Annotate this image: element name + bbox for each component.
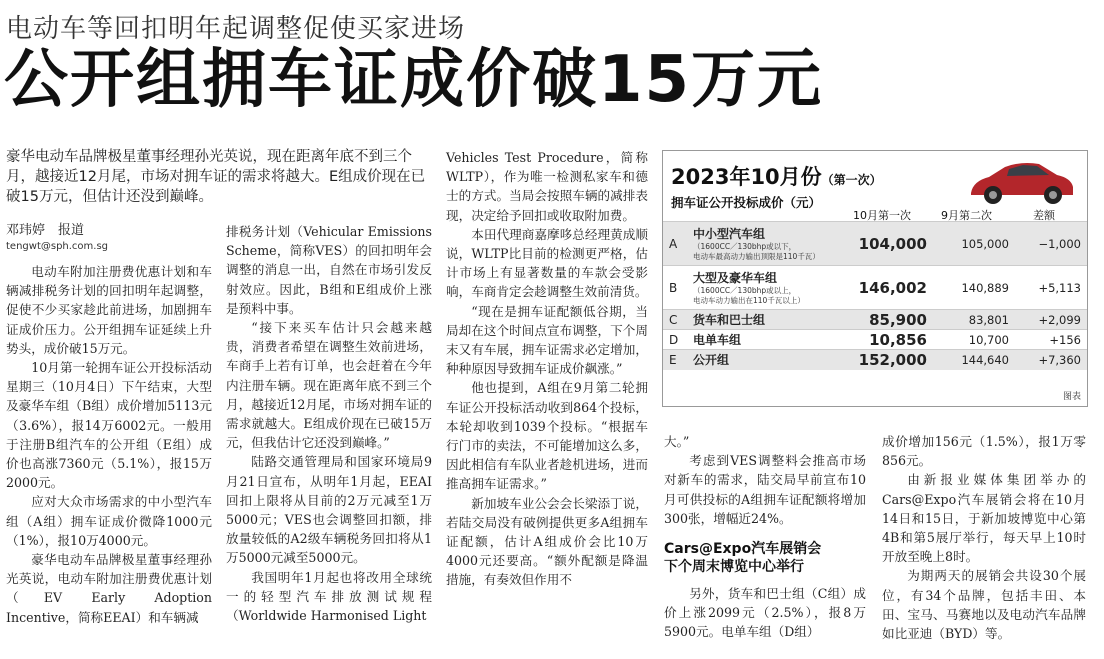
paragraph: 新加坡车业公会会长梁添丁说，若陆交局没有破例提供更多A组拥车证配额，估计A组成价会比10万4000元还要高。“额外配额是降温措施，有奏效但作用不	[446, 495, 648, 588]
paragraph: 我国明年1月起也将改用全球统一的轻型汽车排放测试规程（Worldwide Harmonised Light	[226, 569, 432, 624]
category-label: 中小型汽车组	[693, 227, 766, 241]
sep-value: 83,801	[933, 310, 1015, 330]
table-row	[663, 222, 1087, 266]
category-name	[687, 266, 853, 310]
category-note: （1600CC／130bhp或以下，	[693, 242, 797, 251]
article-column-3	[446, 148, 648, 590]
paragraph: 他也提到，A组在9月第二轮拥车证公开投标活动收到864个投标，本轮却收到1039个投标。“根据车行门市的卖法，不可能增加这么多，因此相信有车队业者趁机进场，进而推高拥车证需求。”	[446, 380, 648, 492]
diff-value: −1,000	[1015, 222, 1087, 266]
subheading-line: 下个周末博览中心举行	[664, 559, 804, 575]
lead-paragraph: 豪华电动车品牌极星董事经理孙光英说，现在距离年底不到三个月，越接近12月尾，市场对拥车证的需求将越大。E组成价现在已破15万元，但估计还没到巅峰。	[6, 149, 426, 205]
paragraph: 电动车附加注册费优惠计划和车辆减排税务计划的回扣明年起调整，促使不少买家趁此前进场，加剧拥车证成价压力。公开组拥车证延续上升势头，成价破15万元。	[6, 264, 212, 356]
sep-value: 140,889	[933, 266, 1015, 310]
oct-value: 10,856	[853, 330, 933, 350]
sep-value: 144,640	[933, 350, 1015, 370]
category-note: （1600CC／130bhp或以上，	[693, 286, 797, 295]
subheading	[664, 540, 866, 576]
category-note: 电动车动力输出在110千瓦以上）	[693, 296, 805, 305]
oct-value: 152,000	[853, 350, 933, 370]
category-note: 电动车最高动力输出顶限是110千瓦）	[693, 252, 820, 261]
coe-price-table-box	[662, 150, 1088, 407]
paragraph: Vehicles Test Procedure，简称WLTP），作为唯一检测私家车和德士的方式。当局会按照车辆的减排表现，决定给予回扣或收取附加费。	[446, 150, 648, 223]
paragraph: “接下来买车估计只会越来越贵，消费者希望在调整生效前进场，车商手上若有订单，也会赶着在今年内注册车辆。现在距离年底不到三个月，越接近12月尾，市场对拥车证的需求就越大。E组成价现在已破15万元，但我估计它还没到巅峰。”	[226, 320, 432, 451]
headline: 公开组拥车证成价破15万元	[4, 43, 824, 117]
paragraph: 考虑到VES调整料会推高市场对新车的需求，陆交局早前宣布10月可供投标的A组拥车证配额将增加300张，增幅近24%。	[664, 453, 866, 526]
paragraph: 陆路交通管理局和国家环境局9月21日宣布，从明年1月起，EEAI回扣上限将从目前的2万元减至1万5000元；VES也会调整回扣额，排放量较低的A2级车辆税务回扣将从1万5000元减至5000元。	[226, 454, 432, 566]
paragraph: 成价增加156元（1.5%），报1万零856元。	[882, 434, 1086, 469]
category-name: 公开组	[687, 350, 853, 370]
table-title	[671, 161, 882, 191]
paragraph: 由新报业媒体集团举办的Cars@Expo汽车展销会将在10月14日和15日，于新加坡博览中心第4B和第5展厅举行，每天早上10时开放至晚上8时。	[882, 472, 1086, 565]
table-row	[663, 350, 1087, 370]
category-letter: B	[663, 266, 687, 310]
paragraph: 为期两天的展销会共设30个展位，有34个品牌，包括丰田、本田、宝马、马赛地以及电动汽车品牌如比亚迪（BYD）等。	[882, 568, 1086, 642]
coe-table	[663, 221, 1087, 370]
category-name: 电单车组	[687, 330, 853, 350]
reporter-email: tengwt@sph.com.sg	[6, 241, 109, 252]
diff-value: +5,113	[1015, 266, 1087, 310]
article-column-4b	[664, 584, 866, 642]
paragraph: 本田代理商嘉摩哆总经理黄成顺说，WLTP比目前的检测更严格，估计市场上有显著数量的车款会受影响，车商肯定会趁调整生效前清货。	[446, 226, 648, 300]
table-title-text: 2023年10月份	[671, 165, 822, 189]
byline	[6, 223, 108, 255]
subheading-line: Cars@Expo汽车展销会	[664, 541, 822, 557]
category-letter: A	[663, 222, 687, 266]
oct-value: 104,000	[853, 222, 933, 266]
sep-value: 105,000	[933, 222, 1015, 266]
reporter-name: 邓玮婷 报道	[6, 223, 85, 238]
table-row	[663, 266, 1087, 310]
table-title-tag: （第一次）	[821, 173, 882, 187]
category-name: 货车和巴士组	[687, 310, 853, 330]
category-letter: C	[663, 310, 687, 330]
diff-value: +2,099	[1015, 310, 1087, 330]
paragraph: 10月第一轮拥车证公开投标活动星期三（10月4日）下午结束，大型及豪华车组（B组）成价增加5113元（3.6%），报14万6002元。一般用于注册B组汽车的公开组（E组）成价也高涨7360元（5.1%），报15万2000元。	[6, 360, 212, 491]
category-letter: E	[663, 350, 687, 370]
article-column-1	[6, 262, 212, 627]
table-subtitle: 拥车证公开投标成价（元）	[671, 195, 822, 210]
oct-value: 85,900	[853, 310, 933, 330]
paragraph: 排税务计划（Vehicular Emissions Scheme，简称VES）的回扣明年会调整的消息一出，自然在市场引发反射效应。因此，B组和E组成价上涨是预料中事。	[226, 224, 432, 316]
article-column-2	[226, 222, 432, 625]
col-header-oct: 10月第一次	[853, 209, 911, 222]
paragraph: “现在是拥车证配额低谷期，当局却在这个时间点宣布调整，下个周末又有车展，拥车证需求必定增加，种种原因导致拥车证成价飙涨。”	[446, 303, 648, 377]
diff-value: +156	[1015, 330, 1087, 350]
col-header-diff: 差额	[1033, 209, 1055, 222]
category-name	[687, 222, 853, 266]
table-row	[663, 310, 1087, 330]
table-row	[663, 330, 1087, 350]
paragraph: 应对大众市场需求的中小型汽车组（A组）拥车证成价微降1000元（1%），报10万4000元。	[6, 494, 212, 548]
article-column-5	[882, 432, 1086, 643]
category-letter: D	[663, 330, 687, 350]
paragraph: 大。”	[664, 434, 690, 449]
paragraph: 另外，货车和巴士组（C组）成价上涨2099元（2.5%），报8万5900元。电单车组（D组）	[664, 586, 866, 640]
sep-value: 10,700	[933, 330, 1015, 350]
col-header-sep: 9月第二次	[941, 209, 992, 222]
category-label: 大型及豪华车组	[693, 271, 778, 285]
oct-value: 146,002	[853, 266, 933, 310]
car-icon	[965, 155, 1077, 209]
diff-value: +7,360	[1015, 350, 1087, 370]
paragraph: 豪华电动车品牌极星董事经理孙光英说，电动车附加注册费优惠计划（EV Early Adoption Incentive，简称EEAI）和车辆减	[6, 552, 212, 625]
graphic-credit: 图表	[1062, 392, 1081, 402]
kicker: 电动车等回扣明年起调整促使买家进场	[6, 14, 466, 44]
article-column-4	[664, 432, 866, 528]
